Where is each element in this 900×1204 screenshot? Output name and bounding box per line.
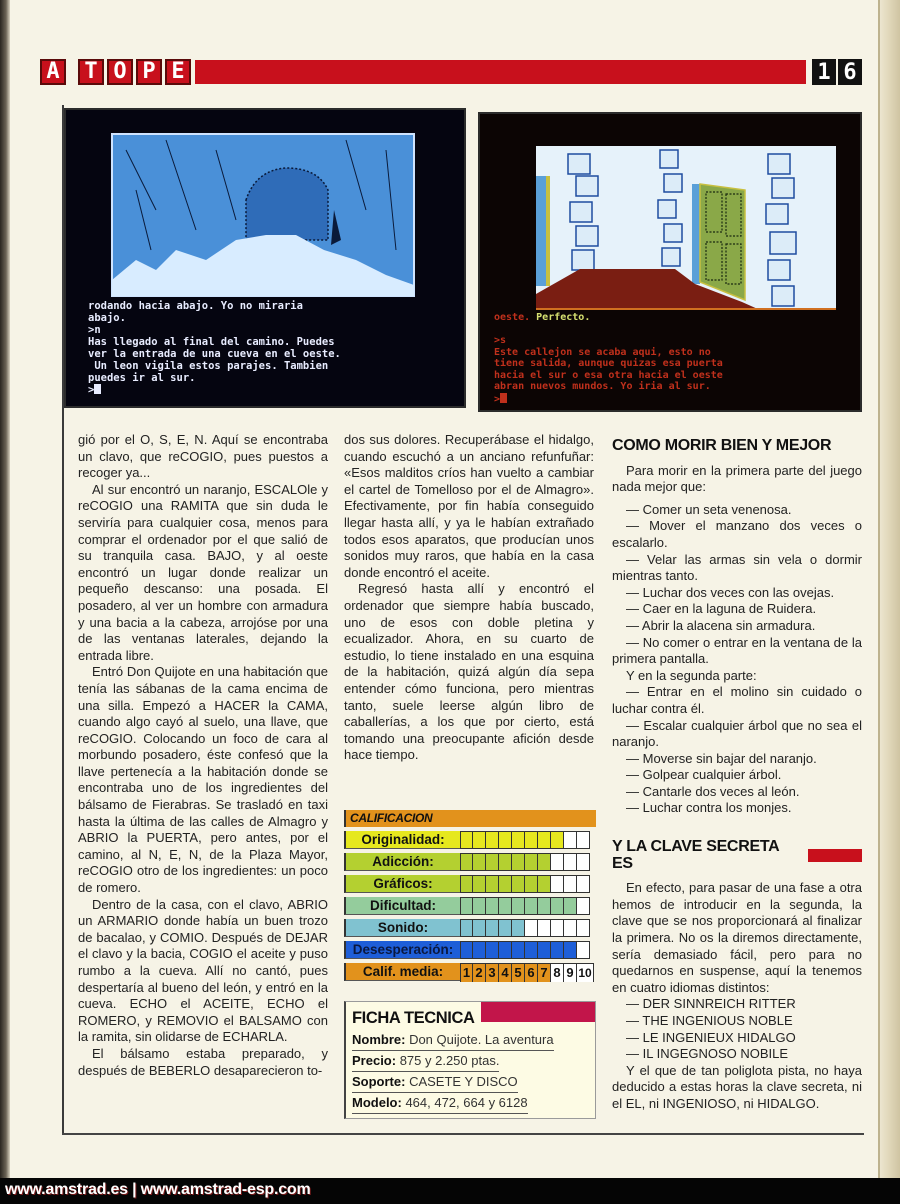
rating-average-row (344, 963, 596, 981)
terminal-line: Has llegado al final del camino. Puedes (88, 336, 335, 348)
tech-sheet-key: Modelo: (352, 1095, 406, 1110)
section-logo (40, 59, 191, 85)
rating-cell (551, 832, 564, 848)
logo-letter: P (136, 59, 162, 85)
rating-cell (564, 942, 577, 958)
rating-row (344, 897, 596, 915)
paragraph: Dentro de la casa, con el clavo, ABRIO un ARMARIO donde había un buen trozo de bacalao, y COMIO. Después de DEJAR el clavo y la bacia, COGIO el aceite y puso rumbo a la cueva. Allí no cantó, pues despertaría al bueno del león, y entró en la cueva. ECHO el ACEITE, ECHO el ROMERO, y REMOVIO el BALSAMO con la ramita, sin olidarse de ECHARLA. (78, 896, 328, 1045)
rating-label: Dificultad: (344, 897, 460, 915)
list-item: — Entrar en el molino sin cuidado o luchar contra él. (612, 684, 862, 716)
cursor-icon (94, 384, 101, 394)
paragraph: Y en la segunda parte: (626, 667, 757, 683)
article-column-2 (344, 432, 594, 764)
tech-sheet-line (352, 1072, 589, 1093)
rating-cell (525, 898, 538, 914)
rating-cell (564, 876, 577, 892)
paragraph: Al sur encontró un naranjo, ESCALOle y reCOGIO una RAMITA que sin duda le serviría para cualquier cosa, menos para comprar el ordenador por el que salió de su tranquila casa. BAJO, y al oeste encontró un lugar donde realizar un pequeño descanso: una posada. El posadero, al ver un hombre con armadura y una bacia a la cabeza, arrojóse por una de las ventanas laterales, dejando la entrada libre. (78, 481, 328, 663)
rating-cell (564, 832, 577, 848)
page-number-digit: 1 (812, 59, 836, 85)
rating-cell (499, 898, 512, 914)
rating-cell (577, 898, 590, 914)
terminal-line: rodando hacia abajo. Yo no miraria (88, 300, 303, 312)
rating-bar (460, 897, 590, 915)
rating-cell (486, 854, 499, 870)
paragraph: En efecto, para pasar de una fase a otra hemos de introducir en la segunda, la clave que se nos proporcionará al finalizar la primera. No os la diremos directamente, sería demasiado fácil, pero para no quedarnos en suspense, aquí la tenemos en cuatro idiomas distintos: (612, 880, 862, 995)
rating-row (344, 875, 596, 893)
terminal-line: hacia el sur o esa otra hacia el oeste (494, 369, 723, 381)
rating-scale-number: 2 (473, 964, 486, 982)
paragraph: dos sus dolores. Recuperábase el hidalgo, cuando escuchó a un anciano refunfuñar: «Esos malditos críos han vuelto a cambiar el cartel de Tomelloso por el de Almagro». Efectivamente, por fin había conseguido llegar hasta allí, y ya le habían extrañado todos esos aparatos, que producían unos sonidos muy raros, que había en la casa donde encontró el aceite. (344, 432, 594, 580)
rating-cell (460, 942, 473, 958)
rating-average-label: Calif. media: (344, 963, 460, 981)
bottom-rule (62, 1133, 864, 1135)
rating-cell (473, 876, 486, 892)
rating-cell (577, 920, 590, 936)
rating-label: Gráficos: (344, 875, 460, 893)
tech-sheet-row (352, 1030, 554, 1051)
rating-cell (486, 832, 499, 848)
terminal-line: Un leon vigila estos parajes. Tambien (88, 360, 329, 372)
section-heading-morir: COMO MORIR BIEN Y MEJOR (612, 437, 832, 454)
terminal-line: >s (494, 335, 507, 346)
terminal-blank-line (494, 324, 723, 336)
rating-scale-number: 7 (538, 964, 551, 982)
terminal-line: >n (88, 324, 101, 336)
rating-cell (538, 942, 551, 958)
footer-bar (0, 1178, 900, 1204)
rating-scale-number: 3 (486, 964, 499, 982)
rating-row (344, 853, 596, 871)
list-item: — LE INGENIEUX HIDALGO (626, 1029, 796, 1045)
rating-cell (499, 876, 512, 892)
list-item: — Mover el manzano dos veces o escalarlo. (612, 518, 862, 550)
list-item: — IL INGEGNOSO NOBILE (626, 1046, 789, 1062)
rating-label: Originalidad: (344, 831, 460, 849)
paragraph: Entró Don Quijote en una habitación que tenía las sábanas de la cama encima de una silla. Empezó a HACER la CAMA, cuando algo cayó al suelo, una llave, que reCOGIO. Colocando un foco de cara al morbundo posadero, éste confesó que la llave pertenecía a la habitación donde se encontraba uno de los ingredientes del bálsamo de Fierabras. Se trasladó en taxi hasta la última de las calles de Almagro y ABRIO la PUERTA, pero antes, por el camino, al N, E, N, de la Plaza Mayor, reCOGIO otro de los ingredientes: un poco de romero. (78, 664, 328, 896)
rating-cell (538, 832, 551, 848)
rating-scale-number: 1 (460, 964, 473, 982)
tech-sheet-value: Don Quijote. La aventura (409, 1032, 554, 1047)
rating-cell (460, 898, 473, 914)
tech-sheet-line (352, 1051, 589, 1072)
list-item: — Moverse sin bajar del naranjo. (626, 750, 817, 766)
list-item: — THE INGENIOUS NOBLE (626, 1013, 793, 1028)
tech-sheet-value: 464, 472, 664 y 6128 (405, 1095, 528, 1110)
rating-cell (512, 832, 525, 848)
terminal-line: > (494, 393, 723, 406)
tech-sheet-title: FICHA TECNICA (352, 1008, 475, 1027)
tech-sheet-key: Soporte: (352, 1074, 410, 1089)
paragraph: Regresó hasta allí y encontró el ordenador que siempre había buscado, uno de esos con doble pletina y ecualizador. Ahora, en su cuarto de estudio, lo tiene instalado en una esquina de la habitación, quizá algún día sepa entender cómo funciona, pero mientras tanto, suele leerse algún libro de caballerías, a los que por cierto, está tomando una preocupante afición desde hace tiempo. (344, 581, 594, 763)
rating-cell (525, 876, 538, 892)
rating-cell (525, 920, 538, 936)
paragraph: Para morir en la primera parte del juego nada mejor que: (612, 462, 862, 495)
rating-cell (486, 876, 499, 892)
rating-cell (512, 898, 525, 914)
rating-cell (538, 876, 551, 892)
article-column-1 (78, 432, 328, 1079)
header-red-bar (195, 60, 806, 84)
rating-cell (525, 854, 538, 870)
rating-scale-number: 6 (525, 964, 538, 982)
terminal-line: tiene salida, aunque quizas esa puerta (494, 358, 723, 369)
rating-title: CALIFICACION (344, 810, 596, 827)
rating-row (344, 919, 596, 937)
tech-sheet-value: 875 y 2.250 ptas. (399, 1053, 500, 1068)
rating-scale-number: 4 (499, 964, 512, 982)
rating-scale-number: 5 (512, 964, 525, 982)
tech-sheet-row (352, 1093, 528, 1114)
tech-sheet-row (352, 1072, 518, 1093)
rating-cell (564, 920, 577, 936)
game-screenshot-alley (478, 112, 862, 412)
heading-accent-block (808, 849, 862, 862)
rating-cell (577, 942, 590, 958)
rating-cell (473, 854, 486, 870)
rating-cell (499, 832, 512, 848)
rating-cell (512, 876, 525, 892)
rating-cell (551, 898, 564, 914)
cursor-icon (500, 393, 507, 403)
rating-cell (486, 920, 499, 936)
rating-bar (460, 831, 590, 849)
footer-url[interactable]: www.amstrad.es | www.amstrad-esp.com (5, 1181, 311, 1198)
tech-sheet (344, 1001, 596, 1119)
paragraph: Y el que de tan poliglota pista, no haya deducido a estas horas la clave secreta, ni el EL, ni INGENIOSO, ni HIDALGO. (612, 1062, 862, 1111)
rating-cell (538, 920, 551, 936)
rating-label: Sonido: (344, 919, 460, 937)
rating-cell (460, 920, 473, 936)
list-item: — Velar las armas sin vela o dormir mientras tanto. (612, 551, 862, 584)
rating-cell (499, 854, 512, 870)
rating-scale-number: 10 (577, 964, 594, 982)
rating-cell (525, 832, 538, 848)
rating-cell (499, 920, 512, 936)
list-item: — No comer o entrar en la ventana de la primera pantalla. (612, 634, 862, 667)
rating-cell (538, 898, 551, 914)
rating-cell (486, 942, 499, 958)
rating-cell (577, 876, 590, 892)
logo-letter: T (78, 59, 104, 85)
terminal-line: Este callejon se acaba aqui, esto no (494, 346, 711, 358)
article-column-3 (612, 438, 862, 1113)
terminal-line: abajo. (88, 312, 126, 324)
rating-cell (460, 854, 473, 870)
rating-cell (473, 942, 486, 958)
rating-cell (538, 854, 551, 870)
rating-bar (460, 875, 590, 893)
rating-cell (473, 920, 486, 936)
tech-sheet-value: CASETE Y DISCO (409, 1074, 518, 1089)
rating-cell (512, 920, 525, 936)
tech-sheet-key: Precio: (352, 1053, 400, 1068)
list-item: — Golpear cualquier árbol. (626, 767, 782, 783)
rating-bar (460, 919, 590, 937)
terminal-text: oeste. (494, 312, 537, 323)
paragraph: gió por el O, S, E, N. Aquí se encontraba un clavo, que reCOGIO, pues puestos a recoger ya... (78, 432, 328, 481)
tech-sheet-line (352, 1030, 589, 1051)
rating-box (344, 810, 596, 981)
terminal-line: > (88, 384, 341, 396)
terminal-line: puedes ir al sur. (88, 372, 196, 384)
page-number (812, 59, 862, 85)
rating-cell (473, 832, 486, 848)
rating-scale-number: 9 (564, 964, 577, 982)
section-header (40, 59, 862, 85)
page-left-edge (0, 0, 10, 1204)
rating-cell (525, 942, 538, 958)
rating-label: Desesperación: (344, 941, 460, 959)
rating-cell (460, 876, 473, 892)
list-item: — Cantarle dos veces al león. (626, 783, 800, 799)
rating-cell (564, 854, 577, 870)
rating-average-scale (460, 963, 594, 981)
rating-label: Adicción: (344, 853, 460, 871)
logo-letter: A (40, 59, 66, 85)
list-item: — Comer un seta venenosa. (626, 501, 792, 517)
rating-cell (460, 832, 473, 848)
tech-sheet-line (352, 1093, 589, 1114)
terminal-output (494, 312, 723, 405)
rating-row (344, 831, 596, 849)
tech-sheet-key: Nombre: (352, 1032, 410, 1047)
list-item: — DER SINNREICH RITTER (626, 996, 796, 1012)
logo-letter: O (107, 59, 133, 85)
list-item: — Luchar dos veces con las ovejas. (626, 584, 835, 600)
rating-cell (577, 854, 590, 870)
rating-cell (499, 942, 512, 958)
rating-cell (551, 942, 564, 958)
rating-cell (512, 942, 525, 958)
rating-cell (486, 898, 499, 914)
list-item: — Caer en la laguna de Ruidera. (626, 601, 817, 617)
terminal-highlight: Perfecto. (536, 312, 591, 323)
rating-scale-number: 8 (551, 964, 564, 982)
rating-cell (577, 832, 590, 848)
terminal-line: ver la entrada de una cueva en el oeste. (88, 348, 341, 360)
logo-letter: E (165, 59, 191, 85)
rating-row (344, 941, 596, 959)
list-item: — Luchar contra los monjes. (626, 800, 792, 816)
terminal-output (88, 300, 341, 396)
tech-sheet-accent-bar (481, 1002, 595, 1022)
section-heading-clave: Y LA CLAVE SECRETA ES (612, 838, 779, 872)
game-screenshot-cave (64, 108, 466, 408)
page-right-edge (878, 0, 900, 1204)
rating-cell (551, 920, 564, 936)
rating-cell (512, 854, 525, 870)
rating-bar (460, 853, 590, 871)
page-number-digit: 6 (838, 59, 862, 85)
rating-cell (551, 876, 564, 892)
terminal-line: abran nuevos mundos. Yo iria al sur. (494, 381, 711, 392)
rating-cell (551, 854, 564, 870)
terminal-line (494, 312, 723, 324)
rating-cell (564, 898, 577, 914)
list-item: — Abrir la alacena sin armadura. (626, 617, 816, 633)
list-item: — Escalar cualquier árbol que no sea el naranjo. (612, 717, 862, 750)
tech-sheet-row (352, 1051, 499, 1072)
paragraph: El bálsamo estaba preparado, y después de BEBERLO desaparecieron to- (78, 1045, 328, 1078)
rating-cell (473, 898, 486, 914)
rating-bar (460, 941, 590, 959)
